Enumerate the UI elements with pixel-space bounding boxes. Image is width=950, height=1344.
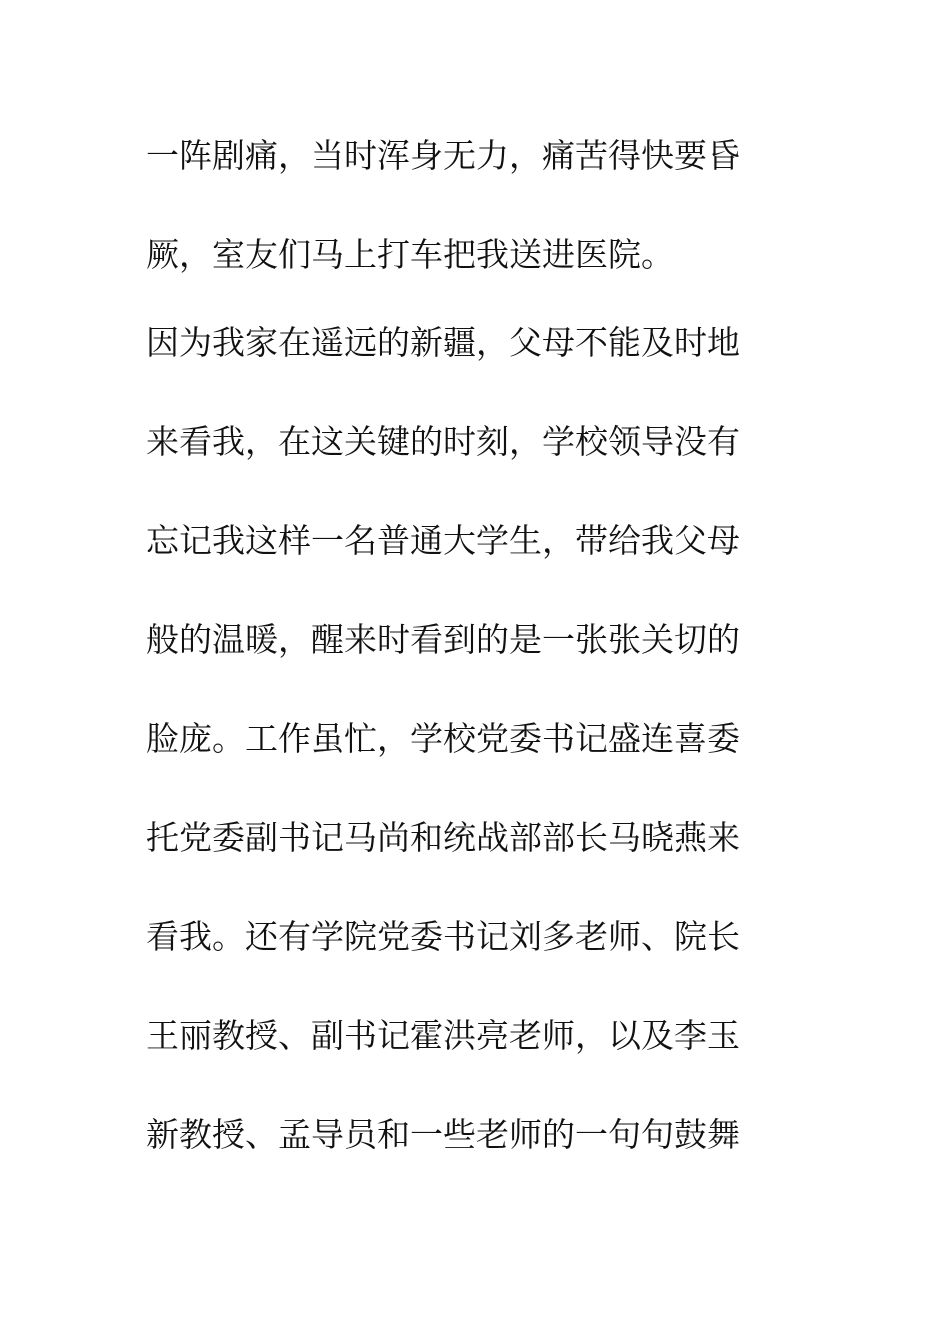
text-line: 新教授、孟导员和一些老师的一句句鼓舞	[146, 1115, 740, 1154]
text-line: 忘记我这样一名普通大学生，带给我父母	[146, 521, 740, 560]
text-line: 一阵剧痛，当时浑身无力，痛苦得快要昏	[146, 136, 740, 175]
body-text	[146, 128, 786, 1206]
text-line: 厥，室友们马上打车把我送进医院。	[146, 235, 674, 274]
text-line: 来看我，在这关键的时刻，学校领导没有	[146, 422, 740, 461]
text-line: 因为我家在遥远的新疆，父母不能及时地	[146, 323, 740, 362]
text-line: 王丽教授、副书记霍洪亮老师，以及李玉	[146, 1016, 740, 1055]
text-line: 看我。还有学院党委书记刘多老师、院长	[146, 917, 740, 956]
text-line: 脸庞。工作虽忙，学校党委书记盛连喜委	[146, 719, 740, 758]
text-line: 般的温暖，醒来时看到的是一张张关切的	[146, 620, 740, 659]
text-line: 托党委副书记马尚和统战部部长马晓燕来	[146, 818, 740, 857]
